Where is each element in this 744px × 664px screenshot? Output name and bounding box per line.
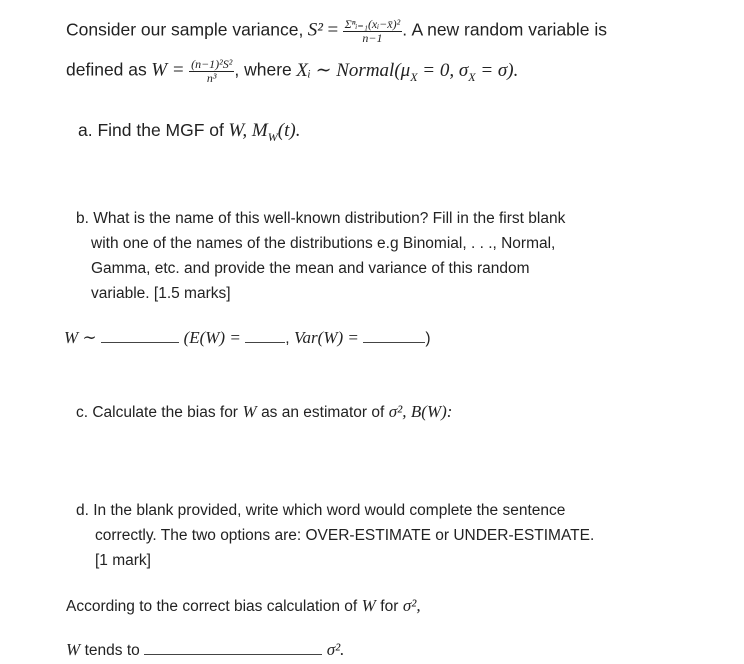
part-d-question	[76, 498, 594, 573]
estimate-blank[interactable]	[144, 653, 322, 655]
part-c-text: c. Calculate the bias for	[76, 404, 238, 421]
expectation-label: (E(W) =	[183, 328, 241, 347]
s2-numerator: Σⁿᵢ₌₁(xᵢ−x̄)²	[344, 17, 401, 31]
w-dist-label: W ∼	[64, 328, 97, 347]
tends-text: tends to	[84, 642, 140, 659]
s2-denominator: n−1	[362, 31, 383, 45]
part-d-line-2: correctly. The two options are: OVER-ESTIMATE or UNDER-ESTIMATE.	[95, 527, 595, 544]
intro-text-2: A new random variable is	[411, 19, 608, 40]
according-text: According to the correct bias calculation of	[66, 598, 358, 615]
part-c-bias: B(W):	[410, 402, 453, 421]
intro-line-1	[66, 18, 607, 62]
s2-symbol: S²	[307, 19, 323, 41]
xi-distribution: Xᵢ ∼ $Normal(\mu_X = 0$, $\sigma_X = \sigma$).	[296, 59, 519, 84]
according-line	[66, 596, 421, 616]
part-b-line-1: b. What is the name of this well-known distribution? Fill in the first blank	[76, 210, 566, 227]
according-for: for	[380, 598, 399, 615]
mean-blank[interactable]	[245, 341, 285, 343]
intro-text-4: , where	[234, 59, 292, 80]
tends-sigma: σ².	[326, 640, 345, 659]
part-b-line-3: Gamma, etc. and provide the mean and variance of this random	[91, 260, 530, 277]
intro-line-2	[66, 58, 518, 102]
according-sigma: σ²,	[402, 596, 421, 615]
w-numerator: (n−1)²S²	[191, 57, 233, 71]
equals-sign: =	[327, 19, 339, 41]
part-b-question	[76, 206, 565, 306]
part-d-line-3: [1 mark]	[95, 552, 151, 569]
part-c-question	[76, 402, 452, 422]
answer-separator: ,	[285, 330, 290, 347]
part-c-sigma: σ²,	[388, 402, 407, 421]
w-fraction	[189, 58, 234, 85]
intro-text-3: defined as	[66, 59, 147, 80]
part-a-question	[78, 120, 300, 145]
answer-close-paren: )	[425, 330, 431, 347]
w-definition-lhs: W =	[151, 59, 185, 81]
intro-text-1: Consider our sample variance,	[66, 19, 304, 40]
s2-fraction	[343, 18, 403, 45]
part-a-math: W, $M_W(t)$.	[228, 120, 301, 144]
tends-line	[66, 640, 344, 660]
part-b-line-2: with one of the names of the distributions e.g Binomial, . . ., Normal,	[91, 235, 556, 252]
part-b-answer-line	[64, 328, 431, 348]
part-c-w: W	[242, 402, 257, 421]
part-d-line-1: d. In the blank provided, write which word would complete the sentence	[76, 502, 566, 519]
according-w: W	[361, 596, 376, 615]
tends-w: W	[66, 640, 81, 659]
w-denominator: n³	[206, 71, 217, 85]
part-c-mid: as an estimator of	[261, 404, 385, 421]
variance-blank[interactable]	[363, 341, 425, 343]
variance-label: Var(W) =	[294, 328, 359, 347]
part-b-line-4: variable. [1.5 marks]	[91, 285, 231, 302]
distribution-blank[interactable]	[101, 341, 179, 343]
part-a-text: a. Find the MGF of	[78, 120, 224, 140]
intro-period: .	[402, 19, 408, 40]
